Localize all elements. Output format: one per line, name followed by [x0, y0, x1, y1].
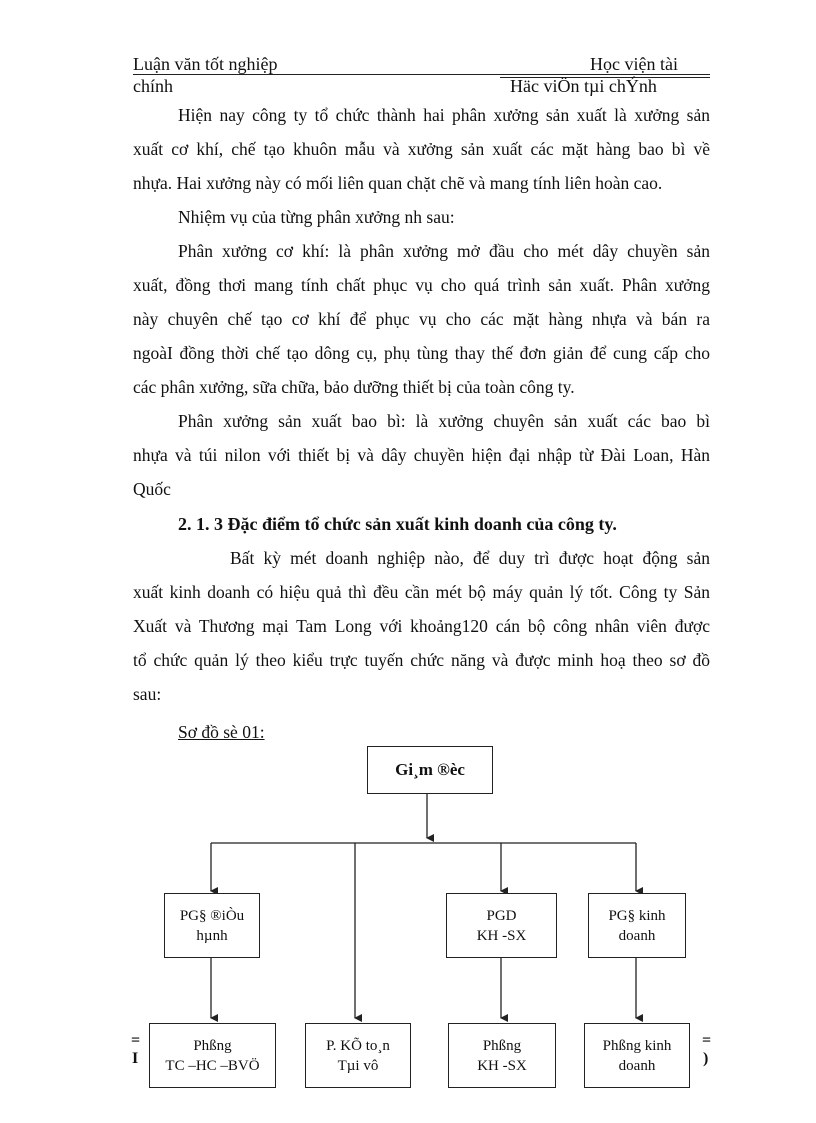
- org-box-label: hµnh: [196, 927, 228, 944]
- org-box-label: Phßng: [482, 1037, 522, 1054]
- header-left-2: chính: [133, 76, 173, 96]
- org-box-label: KH -SX: [476, 927, 527, 944]
- paragraph-line: Hiện nay công ty tổ chức thành hai phân xưởng sản xuất là xưởng sản: [178, 105, 710, 125]
- org-box-label: PG§ kinh: [608, 907, 666, 924]
- paragraph-line: này chuyên chế tạo cơ khí để phục vụ cho các mặt hàng nhựa và bán ra: [133, 309, 710, 329]
- org-box-label: TC –HC –BVÖ: [165, 1057, 260, 1074]
- org-box-label: KH -SX: [477, 1057, 527, 1074]
- paragraph-line: Nhiệm vụ của từng phân xưởng nh sau:: [178, 207, 455, 227]
- header-left: Luận văn tốt nghiệp: [133, 54, 278, 74]
- paragraph-line: các phân xưởng, sữa chữa, bảo dưỡng thiết bị của toàn công ty.: [133, 377, 575, 397]
- header-right-2: Häc viÖn tµi chÝnh: [510, 76, 657, 96]
- org-box-pgd-planning: [446, 893, 557, 958]
- org-box-director: [367, 746, 493, 794]
- org-box-label: PG§ ®iÒu: [179, 907, 245, 924]
- org-box-label: Phßng kinh: [602, 1037, 672, 1054]
- section-heading: 2. 1. 3 Đặc điểm tổ chức sản xuất kinh doanh của công ty.: [178, 514, 617, 534]
- org-box-admin-dept: [149, 1023, 276, 1088]
- paragraph-line: xuất cơ khí, chế tạo khuôn mẫu và xưởng sản xuất các mặt hàng bao bì về: [133, 139, 710, 159]
- side-mark-left-bottom: I: [132, 1050, 139, 1067]
- org-box-label: P. KÕ to¸n: [326, 1037, 390, 1054]
- paragraph-line: Bất kỳ mét doanh nghiệp nào, để duy trì được hoạt động sản: [230, 548, 710, 568]
- diagram-caption: Sơ đồ sè 01:: [178, 722, 265, 742]
- side-mark-right-bottom: ): [703, 1050, 709, 1067]
- paragraph-line: sau:: [133, 684, 162, 704]
- paragraph-line: Xuất và Thương mại Tam Long với khoảng120 cán bộ công nhân viên được: [133, 616, 710, 636]
- org-box-pgd-operations: [164, 893, 260, 958]
- org-box-label: doanh: [618, 927, 656, 944]
- paragraph-line: nhựa. Hai xưởng này có mối liên quan chặt chẽ và mang tính liên hoàn cao.: [133, 173, 663, 193]
- header-right: Học viện tài: [590, 54, 678, 74]
- side-mark-right-top: =: [702, 1032, 712, 1049]
- paragraph-line: xuất kinh doanh có hiệu quả thì đều cần mét bộ máy quản lý tốt. Công ty Sản: [133, 582, 710, 602]
- paragraph-line: xuất, đồng thơi mang tính chất phục vụ cho quá trình sản xuất. Phân xưởng: [133, 275, 710, 295]
- paragraph-line: Phân xưởng sản xuất bao bì: là xưởng chuyên sản xuất các bao bì: [178, 411, 710, 431]
- org-box-accounting: [305, 1023, 411, 1088]
- paragraph-line: ngoàI đồng thời chế tạo dông cụ, phụ tùng thay thế đơn giản để cung cấp cho: [133, 343, 710, 363]
- side-mark-left-top: =: [131, 1032, 141, 1049]
- org-box-label: doanh: [618, 1057, 656, 1074]
- org-box-planning-dept: [448, 1023, 556, 1088]
- org-box-label: Tµi vô: [337, 1057, 379, 1074]
- org-box-business-dept: [584, 1023, 690, 1088]
- org-box-label: PGD: [486, 907, 517, 924]
- paragraph-line: nhựa và túi nilon với thiết bị và dây chuyền hiện đại nhập từ Đài Loan, Hàn: [133, 445, 710, 465]
- org-box-label: Phßng: [193, 1037, 232, 1054]
- paragraph-line: Quốc: [133, 479, 171, 499]
- org-box-pgd-business: [588, 893, 686, 958]
- paragraph-line: Phân xưởng cơ khí: là phân xưởng mở đầu cho mét dây chuyền sản: [178, 241, 710, 261]
- org-box-label: Gi¸m ®èc: [395, 760, 465, 779]
- paragraph-line: tổ chức quản lý theo kiểu trực tuyến chức năng và được minh hoạ theo sơ đồ: [133, 650, 710, 670]
